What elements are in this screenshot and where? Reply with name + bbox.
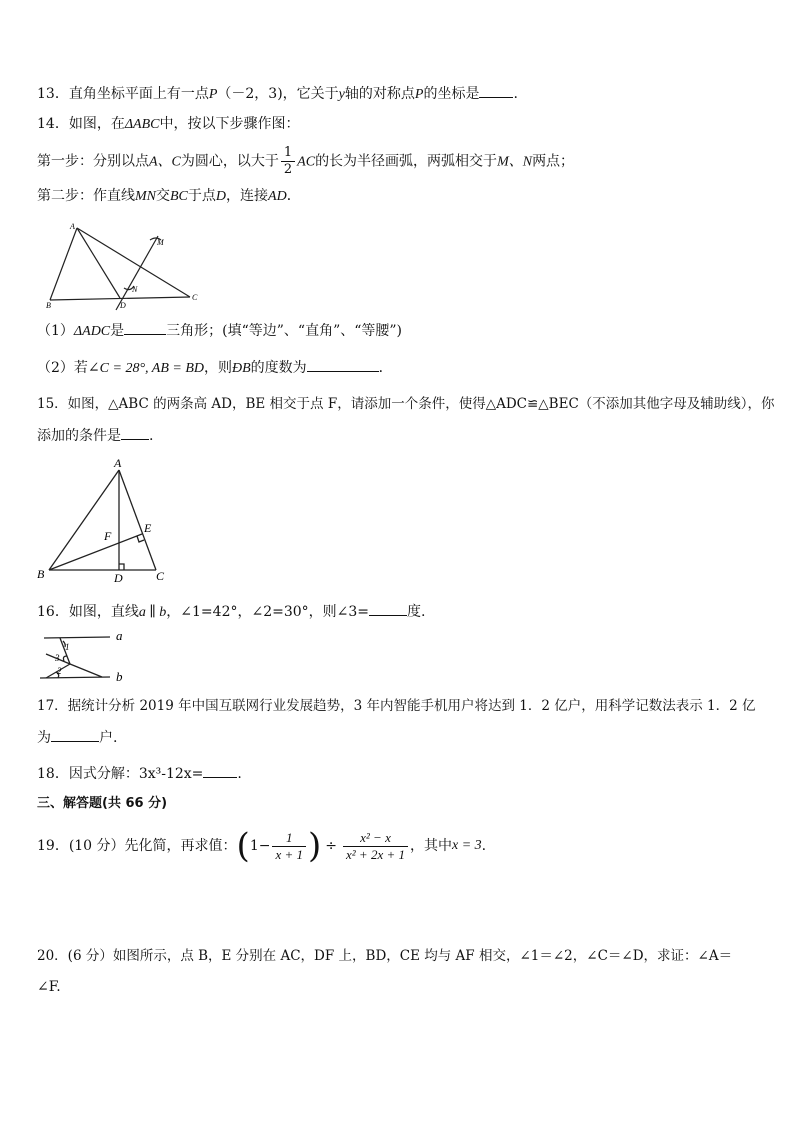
q19-fraction-1	[272, 830, 306, 863]
q19-divide: ÷	[325, 838, 338, 854]
q16-transversal-3	[70, 664, 102, 677]
q14-sub1-triangle: ΔADC	[73, 324, 111, 339]
q14-step2-end: ．	[286, 188, 301, 204]
question-20-line2	[37, 977, 61, 997]
q15-end: .	[149, 428, 154, 444]
q14-sub1-text: 是	[110, 323, 125, 339]
q15-label-b: B	[37, 567, 45, 581]
q15-figure	[34, 456, 184, 586]
q14-sub2-answer-blank[interactable]	[307, 357, 379, 372]
question-17-line1	[37, 696, 756, 716]
q14-sub2-angle-b: ÐB	[232, 361, 251, 376]
q13-answer-blank[interactable]	[479, 83, 513, 98]
q16-answer-blank[interactable]	[369, 601, 407, 616]
q14-sub1-text-2: 三角形；(填“等边”、“直角”、“等腰”)	[166, 323, 403, 339]
question-13	[37, 83, 518, 105]
q19-end: .	[481, 838, 487, 854]
q15-label-c: C	[156, 569, 165, 583]
q13-y: y	[338, 87, 345, 102]
q14-step2-bc: BC	[170, 189, 188, 204]
q14-side-ab	[50, 228, 77, 300]
q16-angle-arc-3	[63, 656, 67, 661]
q14-triangle: ΔABC	[124, 117, 160, 132]
q19-one: 1	[249, 838, 259, 854]
q16-label-2: 2	[57, 666, 62, 676]
q14-sub1-num: （1）	[37, 323, 74, 339]
question-16	[37, 601, 425, 623]
q14-sub2-text: ，则	[204, 360, 232, 376]
q14-sub2-end: ．	[378, 360, 393, 376]
q15-answer-blank[interactable]	[121, 425, 149, 440]
q14-label-n: N	[132, 285, 138, 294]
q13-end: .	[513, 86, 518, 102]
q19-text: 19．(10 分）先化简，再求值：	[37, 838, 237, 854]
q19-f2-num: x² − x	[343, 830, 408, 847]
q14-label-a: A	[70, 222, 75, 231]
question-14-sub2	[37, 357, 393, 379]
q15-text-2: 添加的条件是	[37, 428, 121, 444]
question-15-line2	[37, 425, 153, 446]
q14-step2-d: D	[215, 189, 227, 204]
q17-text-3: 户.	[99, 730, 118, 746]
q13-text: 13．直角坐标平面上有一点	[37, 86, 209, 102]
q20-text-2: ∠F.	[37, 979, 61, 995]
q14-segment-ad	[77, 228, 120, 298]
q16-parallel: a ∥ b	[138, 605, 167, 620]
question-15-line1	[37, 394, 775, 414]
q13-coords: （－2，3)	[217, 86, 283, 102]
q19-left-paren: (	[236, 826, 250, 866]
q19-right-paren: )	[308, 826, 322, 866]
q16-label-a: a	[116, 628, 123, 643]
q19-f1-den: x + 1	[275, 846, 304, 862]
q14-step1-mn: M、N	[497, 154, 533, 170]
q14-step2-text-4: ，连接	[226, 188, 269, 204]
q14-frac-den: 2	[283, 162, 293, 177]
q16-line-b	[40, 677, 110, 678]
q18-text: 18．因式分解：3x³-12x=	[37, 766, 204, 782]
q14-step1-text-2: 为圆心，以大于	[180, 153, 279, 170]
q15-label-d: D	[114, 571, 123, 585]
q14-frac-num: 1	[281, 145, 295, 162]
q18-answer-blank[interactable]	[203, 763, 237, 778]
q14-step1-text-3: 的长为半径画弧，两弧相交于	[315, 153, 498, 170]
q19-condition: x = 3	[452, 838, 482, 853]
q15-altitude-be	[49, 534, 142, 570]
q15-right-angle-e	[137, 536, 144, 542]
q16-text-2: ，∠1=42°，∠2=30°，则∠3=	[166, 604, 370, 620]
q14-label-d: D	[120, 301, 126, 310]
q15-side-ac	[119, 470, 156, 570]
q16-line-a	[44, 637, 110, 638]
q14-step2-mn: MN	[135, 189, 156, 204]
question-18	[37, 763, 242, 784]
question-14-intro	[37, 114, 300, 135]
q14-text-2: 中，按以下步骤作图：	[159, 116, 300, 132]
q19-fraction-2	[343, 830, 408, 863]
q13-text-4: 的坐标是	[423, 86, 480, 102]
q14-sub2-num: （2）若	[37, 360, 88, 376]
q14-text: 14．如图，在	[37, 116, 125, 132]
q14-step2-ad: AD	[268, 189, 287, 204]
q17-answer-blank[interactable]	[51, 727, 99, 742]
section-heading: 三、解答题(共 66 分)	[37, 796, 168, 811]
q14-figure	[40, 220, 210, 315]
q14-step2-text: 第二步：作直线	[37, 188, 135, 204]
question-19	[37, 826, 486, 866]
q16-text: 16．如图，直线	[37, 604, 139, 620]
q20-text: 20．(6 分）如图所示，点 B，E 分别在 AC，DF 上，BD，CE 均与 AF 相交，∠1＝∠2，∠C＝∠D，求证：∠A＝	[37, 948, 733, 964]
question-14-step1	[37, 145, 574, 178]
q19-f1-num: 1	[272, 830, 306, 847]
question-14-sub1	[37, 320, 402, 342]
q14-label-b: B	[46, 301, 51, 310]
q17-text-2: 为	[37, 730, 51, 746]
q14-label-m: M	[157, 238, 164, 247]
q13-text-2: ，它关于	[282, 86, 339, 102]
question-14-step2	[37, 186, 301, 207]
q15-label-e: E	[144, 521, 152, 535]
question-17-line2	[37, 727, 117, 748]
q14-sub2-condition: ∠C = 28°, AB = BD	[87, 361, 204, 376]
q14-step2-text-3: 于点	[187, 188, 216, 204]
q15-text: 15．如图，△ABC 的两条高 AD，BE 相交于点 F，请添加一个条件，使得△ADC≌△BEC（不添加其他字母及辅助线），你	[37, 396, 775, 412]
q18-end: .	[237, 766, 242, 782]
q16-label-1: 1	[65, 642, 70, 652]
q14-sub1-answer-blank[interactable]	[124, 320, 166, 335]
question-20-line1	[37, 946, 732, 966]
q14-step1-end: 两点；	[532, 153, 575, 170]
q13-text-3: 轴的对称点	[344, 86, 415, 102]
q15-label-a: A	[114, 456, 122, 470]
q14-label-c: C	[192, 293, 198, 302]
q15-label-f: F	[104, 529, 112, 543]
q14-fraction	[281, 145, 295, 178]
q14-step1-text: 第一步：分别以点	[37, 153, 149, 170]
q14-step1-points: A、C	[149, 154, 181, 170]
q14-sub2-text-2: 的度数为	[250, 360, 307, 376]
q19-text-2: ，其中	[410, 838, 452, 854]
q15-right-angle-d	[119, 564, 124, 570]
q16-label-b: b	[116, 669, 123, 684]
q17-text: 17．据统计分析 2019 年中国互联网行业发展趋势，3 年内智能手机用户将达到 1．2 亿户，用科学记数法表示 1．2 亿	[37, 698, 756, 714]
q19-f2-den: x² + 2x + 1	[346, 846, 405, 862]
q19-minus: −	[258, 838, 271, 854]
q16-figure	[40, 628, 140, 684]
q13-point-p: P	[208, 87, 218, 102]
q13-point-p2: P	[414, 87, 424, 102]
q14-step2-text-2: 交	[156, 188, 170, 204]
q14-step1-ac: AC	[297, 154, 316, 170]
q16-label-3: 3	[55, 653, 60, 663]
q15-side-ab	[49, 470, 119, 570]
q16-text-3: 度.	[407, 604, 426, 620]
